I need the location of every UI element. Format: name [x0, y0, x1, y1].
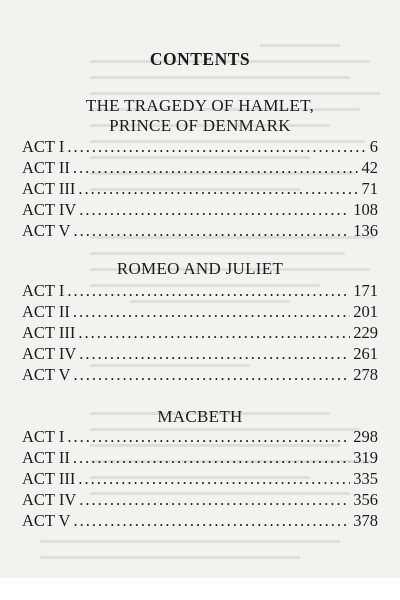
play-title-hamlet-line-1: THE TRAGEDY OF HAMLET, — [85, 96, 315, 115]
entry-label: ACT I — [22, 281, 65, 300]
entry-page-number: 108 — [353, 200, 378, 219]
entry-page-number: 201 — [353, 302, 378, 321]
dot-leader — [78, 469, 350, 489]
dot-leader — [73, 302, 350, 322]
dot-leader — [78, 323, 350, 343]
entry-page-number: 335 — [353, 469, 378, 488]
dot-leader — [79, 200, 350, 220]
toc-entry-romeo-act-3 — [22, 323, 378, 343]
toc-entry-romeo-act-2 — [22, 302, 378, 322]
entry-label: ACT II — [22, 448, 70, 467]
dot-leader — [73, 511, 350, 531]
toc-entry-macbeth-act-1 — [22, 427, 378, 447]
entry-label: ACT V — [22, 511, 71, 530]
entry-page-number: 298 — [353, 427, 378, 446]
entry-page-number: 356 — [353, 490, 378, 509]
dot-leader — [67, 427, 350, 447]
dot-leader — [79, 490, 350, 510]
dot-leader — [79, 344, 350, 364]
contents-heading: CONTENTS — [149, 49, 251, 69]
toc-entry-romeo-act-1 — [22, 281, 378, 301]
entry-label: ACT III — [22, 179, 76, 198]
entry-label: ACT IV — [22, 344, 77, 363]
entry-label: ACT IV — [22, 490, 77, 509]
entry-label: ACT V — [22, 221, 71, 240]
dot-leader — [78, 179, 358, 199]
entry-page-number: 136 — [353, 221, 378, 240]
play-title-romeo-and-juliet: ROMEO AND JULIET — [116, 259, 284, 278]
toc-entry-hamlet-act-5 — [22, 221, 378, 241]
entry-label: ACT I — [22, 427, 65, 446]
entry-page-number: 71 — [361, 179, 378, 198]
entry-page-number: 6 — [369, 137, 378, 156]
dot-leader — [73, 158, 359, 178]
play-title-hamlet-line-2: PRINCE OF DENMARK — [109, 116, 291, 135]
toc-entry-macbeth-act-5 — [22, 511, 378, 531]
entry-page-number: 229 — [353, 323, 378, 342]
toc-entry-macbeth-act-2 — [22, 448, 378, 468]
entry-label: ACT III — [22, 469, 76, 488]
entry-page-number: 261 — [353, 344, 378, 363]
toc-entry-hamlet-act-4 — [22, 200, 378, 220]
entry-page-number: 278 — [353, 365, 378, 384]
dot-leader — [67, 137, 366, 157]
entry-label: ACT V — [22, 365, 71, 384]
toc-entry-romeo-act-4 — [22, 344, 378, 364]
dot-leader — [67, 281, 350, 301]
toc-entry-hamlet-act-3 — [22, 179, 378, 199]
play-title-macbeth: MACBETH — [157, 407, 243, 426]
toc-entry-macbeth-act-3 — [22, 469, 378, 489]
entry-page-number: 378 — [353, 511, 378, 530]
toc-entry-hamlet-act-1 — [22, 137, 378, 157]
entry-label: ACT III — [22, 323, 76, 342]
entry-page-number: 319 — [353, 448, 378, 467]
dot-leader — [73, 365, 350, 385]
entry-label: ACT IV — [22, 200, 77, 219]
entry-label: ACT I — [22, 137, 65, 156]
entry-label: ACT II — [22, 158, 70, 177]
dot-leader — [73, 448, 350, 468]
toc-entry-macbeth-act-4 — [22, 490, 378, 510]
entry-label: ACT II — [22, 302, 70, 321]
toc-entry-romeo-act-5 — [22, 365, 378, 385]
toc-entry-hamlet-act-2 — [22, 158, 378, 178]
entry-page-number: 171 — [353, 281, 378, 300]
entry-page-number: 42 — [361, 158, 378, 177]
dot-leader — [73, 221, 350, 241]
